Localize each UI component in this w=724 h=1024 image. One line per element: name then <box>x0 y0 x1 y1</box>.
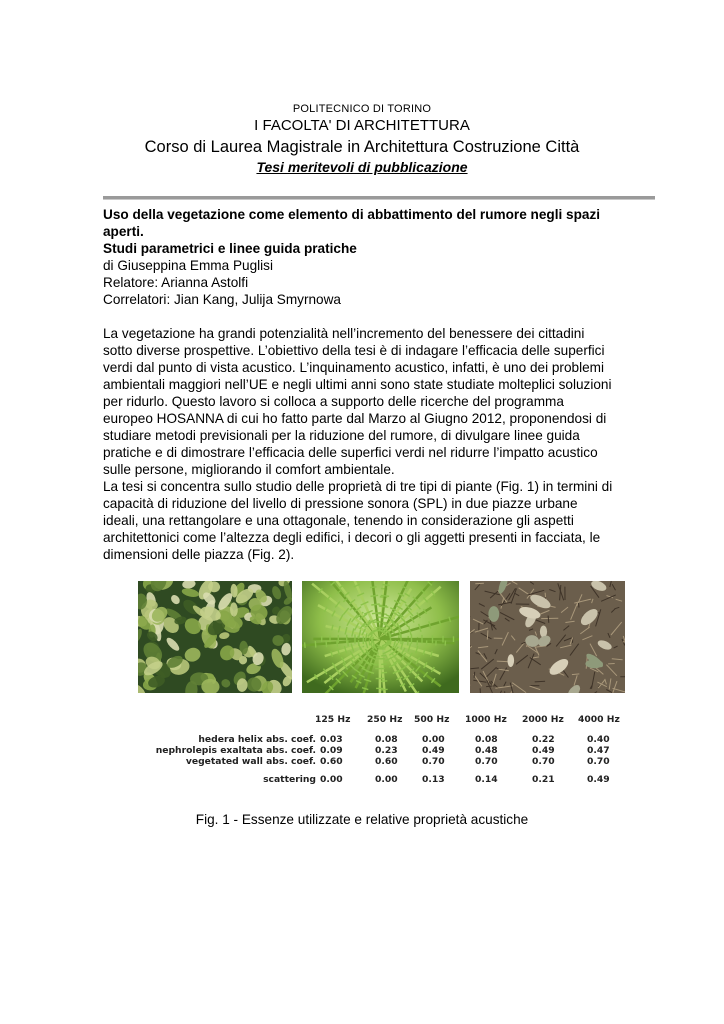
table-cell: 0.00 <box>375 774 398 785</box>
freq-header: 2000 Hz <box>522 714 564 725</box>
table-cell: 0.70 <box>475 756 498 767</box>
table-cell: 0.40 <box>587 734 610 745</box>
table-row <box>130 774 636 786</box>
table-cell: 0.09 <box>320 745 343 756</box>
table-cell: 0.23 <box>375 745 398 756</box>
paragraph-line: dimensioni delle piazza (Fig. 2). <box>103 547 295 562</box>
header-divider <box>103 196 655 200</box>
row-label: scattering <box>263 774 316 785</box>
thesis-coadvisors: Correlatori: Jian Kang, Julija Smyrnowa <box>103 292 341 307</box>
table-cell: 0.47 <box>587 745 610 756</box>
table-cell: 0.08 <box>475 734 498 745</box>
table-cell: 0.14 <box>475 774 498 785</box>
table-cell: 0.48 <box>475 745 498 756</box>
freq-header: 125 Hz <box>315 714 351 725</box>
document-header <box>0 103 724 176</box>
publication-tag: Tesi meritevoli di pubblicazione <box>256 159 468 175</box>
figure-1 <box>130 578 636 798</box>
paragraph-line: architettonici come l’altezza degli edifici, i decori o gli aggetti presenti in facciata, le <box>103 530 601 545</box>
table-cell: 0.70 <box>587 756 610 767</box>
table-cell: 0.03 <box>320 734 343 745</box>
fern-photo <box>302 581 459 693</box>
course-name: Corso di Laurea Magistrale in Architettura Costruzione Città <box>144 138 580 156</box>
table-cell: 0.00 <box>320 774 343 785</box>
paragraph-line: capacità di riduzione del livello di pressione sonora (SPL) in due piazze urbane <box>103 496 578 511</box>
table-header-row <box>130 714 636 726</box>
figure-caption: Fig. 1 - Essenze utilizzate e relative proprietà acustiche <box>195 812 529 827</box>
paragraph-line: sotto diverse prospettive. L’obiettivo della tesi è di indagare l’efficacia delle superfici <box>103 343 605 358</box>
faculty-name: I FACOLTA' DI ARCHITETTURA <box>254 117 470 134</box>
table-cell: 0.13 <box>422 774 445 785</box>
paragraph-line: ambientali maggiori nell’UE e negli ultimi anni sono state studiate molteplici soluzioni <box>103 377 612 392</box>
row-label: nephrolepis exaltata abs. coef. <box>155 745 316 756</box>
paragraph-line: verdi dal punto di vista acustico. L’inquinamento acustico, infatti, è uno dei problemi <box>103 360 604 375</box>
table-cell: 0.49 <box>422 745 445 756</box>
row-label: hedera helix abs. coef. <box>198 734 316 745</box>
ivy-leaves-photo <box>138 581 292 693</box>
paragraph-line: ideali, una rettangolare e una ottagonale, tenendo in considerazione gli aspetti <box>103 513 574 528</box>
paragraph-2 <box>103 478 663 563</box>
thesis-subtitle: Studi parametrici e linee guida pratiche <box>103 241 357 256</box>
freq-header: 250 Hz <box>367 714 403 725</box>
paragraph-line: studiare metodi previsionali per la riduzione del rumore, di divulgare linee guida <box>103 428 580 443</box>
paragraph-1 <box>103 325 663 478</box>
paragraph-line: per ridurlo. Questo lavoro si colloca a supporto delle ricerche del programma <box>103 394 564 409</box>
table-cell: 0.49 <box>532 745 555 756</box>
table-row <box>130 756 636 768</box>
thesis-title-line-2: aperti. <box>103 224 144 239</box>
freq-header: 4000 Hz <box>578 714 620 725</box>
freq-header: 1000 Hz <box>465 714 507 725</box>
row-label: vegetated wall abs. coef. <box>185 756 316 767</box>
table-cell: 0.70 <box>422 756 445 767</box>
freq-header: 500 Hz <box>414 714 450 725</box>
table-cell: 0.49 <box>587 774 610 785</box>
thesis-title-line-1: Uso della vegetazione come elemento di abbattimento del rumore negli spazi <box>103 207 601 222</box>
table-cell: 0.00 <box>422 734 445 745</box>
table-cell: 0.21 <box>532 774 555 785</box>
table-cell: 0.22 <box>532 734 555 745</box>
table-cell: 0.70 <box>532 756 555 767</box>
table-cell: 0.08 <box>375 734 398 745</box>
paragraph-line: La vegetazione ha grandi potenzialità nell’incremento del benessere dei cittadini <box>103 326 585 341</box>
thesis-author: di Giuseppina Emma Puglisi <box>103 258 274 273</box>
table-cell: 0.60 <box>375 756 398 767</box>
paragraph-line: La tesi si concentra sullo studio delle proprietà di tre tipi di piante (Fig. 1) in termini di <box>103 479 613 494</box>
paragraph-line: europeo HOSANNA di cui ho fatto parte dal Marzo al Giugno 2012, proponendosi di <box>103 411 607 426</box>
table-cell: 0.60 <box>320 756 343 767</box>
university-name: POLITECNICO DI TORINO <box>292 103 432 115</box>
paragraph-line: sulle persone, migliorando il comfort ambientale. <box>103 462 395 477</box>
document-body <box>103 206 663 563</box>
paragraph-line: pratiche e di dimostrare l’efficacia delle superfici verdi nel ridurre l’impatto acustico <box>103 445 598 460</box>
thesis-advisor: Relatore: Arianna Astolfi <box>103 275 249 290</box>
dry-leaves-ground-photo <box>470 581 625 693</box>
